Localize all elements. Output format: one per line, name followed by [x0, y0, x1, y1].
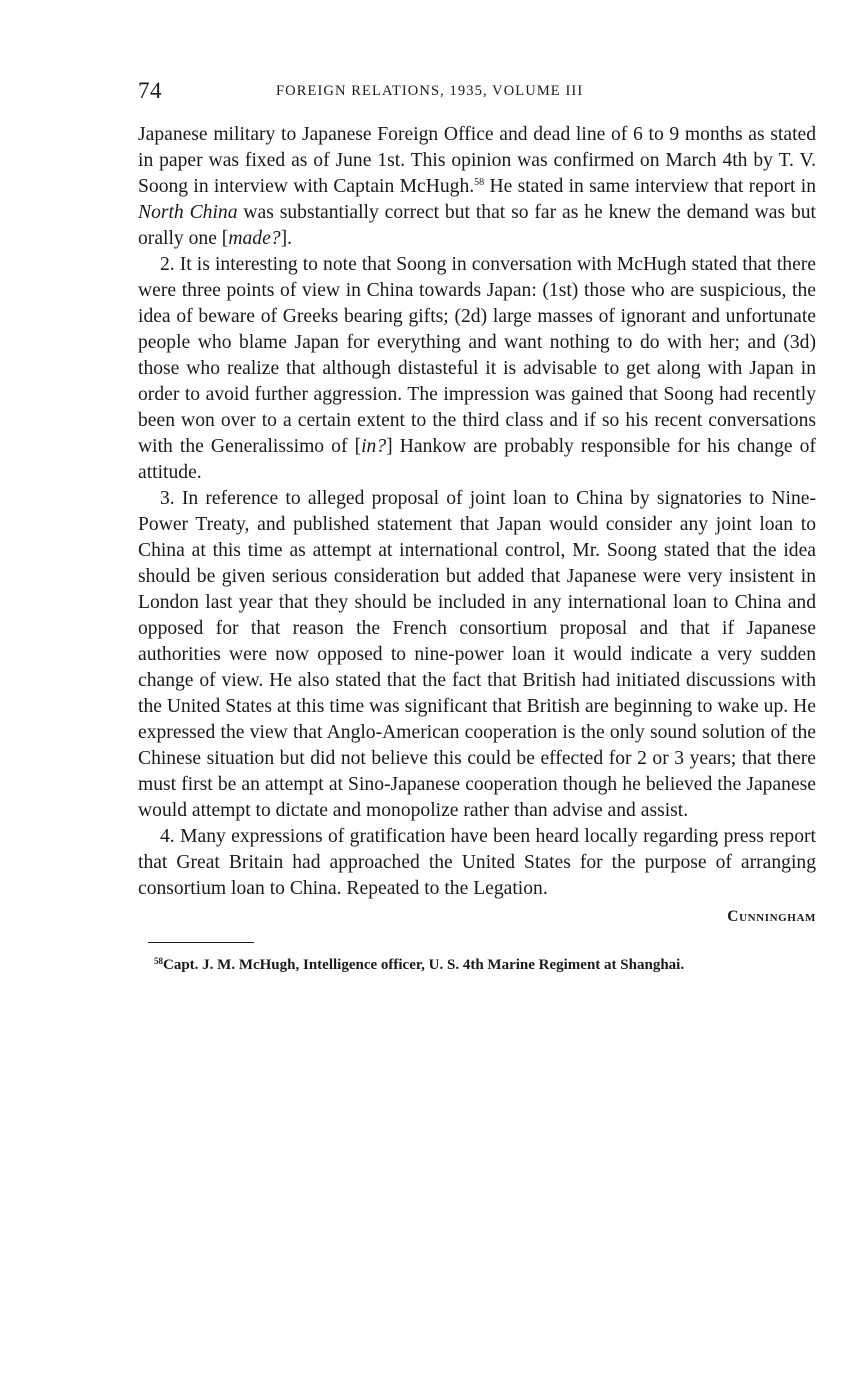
paragraph-2 — [138, 252, 816, 486]
footnote-text: Capt. J. M. McHugh, Intelligence officer, U. S. 4th Marine Regiment at Shanghai. — [163, 957, 685, 973]
paragraph-text: 2. It is interesting to note that Soong in conversation with McHugh stated that there were three points of view in China towards Japan: (1st) those who are suspicious, the idea of beware of Greeks bearing gifts; (2d) large masses of ignorant and unfortunate people who blame Japan for everything and want nothing to do with her; and (3d) those who realize that although distasteful it is advisable to get along with Japan in order to avoid further aggression. The impression was gained that Soong had recently been won over to a certain extent to the third class and if so his recent conversations with the Generalissimo of [ — [138, 254, 816, 457]
paragraph-3: 3. In reference to alleged proposal of joint loan to China by signatories to Nine-Power Treaty, and published statement that Japan would consider any joint loan to China at this time as attempt at international control, Mr. Soong stated that the idea should be given serious consideration but added that Japanese were very insistent in London last year that they should be included in any international loan to China and opposed for that reason the French consortium proposal and that if Japanese authorities were now opposed to nine-power loan it would indicate a very sudden change of view. He also stated that the fact that British had initiated discussions with the United States at this time was significant that British are beginning to wake up. He expressed the view that Anglo-American cooperation is the only sound solution of the Chinese situation but did not believe this could be effected for 2 or 3 years; that there must first be an attempt at Sino-Japanese cooperation though he believed the Japanese would attempt to dictate and monopolize rather than advise and assist. — [138, 488, 816, 821]
footnote-reference: 58 — [474, 177, 485, 188]
paragraph-text: Japanese military to Japanese Foreign Office and dead line of 6 to 9 months as stated in paper was fixed as of June 1st. This opinion was confirmed on March 4th by T. V. Soong in interview with Captain McHugh. — [138, 124, 816, 197]
italic-insertion: made? — [228, 228, 281, 249]
running-head — [138, 78, 816, 108]
italic-title: North China — [138, 202, 238, 223]
paragraph-text: was substantially correct but that so far as he knew the demand was but orally one [ — [138, 202, 816, 249]
running-title: FOREIGN RELATIONS, 1935, VOLUME III — [276, 83, 584, 99]
signature: Cunningham — [727, 908, 816, 925]
paragraph-continuation — [138, 122, 816, 252]
paragraph-text: He stated in same interview that report in — [484, 176, 816, 197]
footnote-mark: 58 — [154, 956, 163, 966]
body-text — [138, 122, 816, 902]
italic-insertion: in? — [361, 436, 387, 457]
footnote-divider — [148, 942, 254, 943]
page-number: 74 — [138, 78, 162, 103]
document-page — [138, 78, 816, 974]
footnote — [138, 957, 816, 974]
paragraph-text: ] Hankow are probably responsible for his change of attitude. — [138, 436, 816, 483]
paragraph-4: 4. Many expressions of gratification have been heard locally regarding press report that Great Britain had approached the United States for the purpose of arranging consortium loan to China. Repeated to the Legation. — [138, 826, 816, 899]
paragraph-text: ]. — [280, 228, 293, 249]
